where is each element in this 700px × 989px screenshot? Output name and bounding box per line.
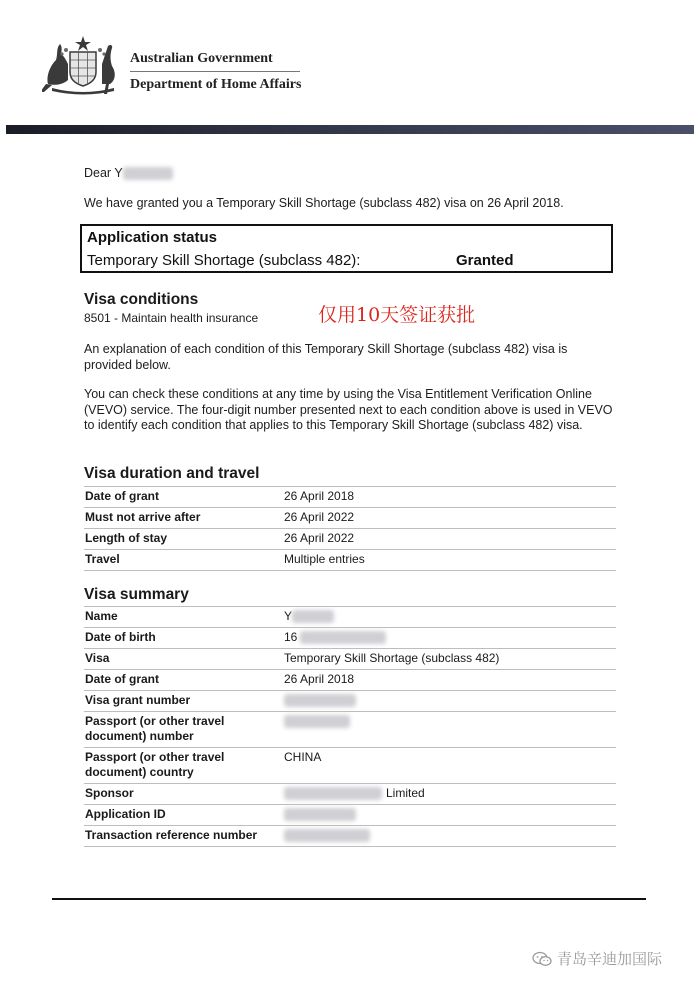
row-value <box>283 826 616 847</box>
row-value <box>283 712 616 748</box>
row-value: CHINA <box>283 748 616 784</box>
application-status-value: Granted <box>456 252 514 269</box>
table-row <box>84 607 616 628</box>
table-row <box>84 529 616 550</box>
coat-of-arms-logo <box>42 34 124 96</box>
visa-condition-item: 8501 - Maintain health insurance <box>84 311 259 325</box>
visa-duration-table <box>84 486 616 571</box>
table-row <box>84 691 616 712</box>
wechat-icon <box>532 951 552 967</box>
row-value <box>283 607 616 628</box>
grant-sentence: We have granted you a Temporary Skill Shortage (subclass 482) visa on 26 April 2018. <box>84 196 564 210</box>
visa-duration-title: Visa duration and travel <box>84 465 260 482</box>
redacted-value <box>284 808 356 821</box>
conditions-explanation: An explanation of each condition of this Temporary Skill Shortage (subclass 482) visa is provided below. <box>84 342 568 372</box>
header-bar <box>6 125 694 134</box>
redacted-value <box>284 787 382 800</box>
row-label: Transaction reference number <box>84 826 283 847</box>
row-label: Sponsor <box>84 784 283 805</box>
table-row <box>84 508 616 529</box>
redacted-value <box>284 715 350 728</box>
row-value: Multiple entries <box>283 550 616 571</box>
row-label: Date of grant <box>84 487 283 508</box>
row-value: 26 April 2022 <box>283 529 616 550</box>
table-row <box>84 805 616 826</box>
table-row <box>84 487 616 508</box>
row-label: Name <box>84 607 283 628</box>
table-row <box>84 670 616 691</box>
department-name: Department of Home Affairs <box>130 77 302 92</box>
table-row <box>84 550 616 571</box>
dob-value: 16 <box>284 630 298 644</box>
row-label: Length of stay <box>84 529 283 550</box>
row-label: Must not arrive after <box>84 508 283 529</box>
salutation <box>84 166 173 182</box>
row-label: Date of birth <box>84 628 283 649</box>
redacted-value <box>284 829 370 842</box>
footer-divider <box>52 898 646 900</box>
application-status-title: Application status <box>87 229 218 246</box>
watermark <box>532 948 662 969</box>
watermark-text: 青岛辛迪加国际 <box>557 951 663 968</box>
table-row <box>84 712 616 748</box>
row-value: Temporary Skill Shortage (subclass 482) <box>283 649 616 670</box>
redacted-name <box>123 167 173 180</box>
approval-annotation: 仅用10天签证获批 <box>318 304 476 326</box>
row-value: 26 April 2022 <box>283 508 616 529</box>
visa-conditions-title: Visa conditions <box>84 291 199 308</box>
application-status-visa: Temporary Skill Shortage (subclass 482): <box>87 252 361 269</box>
row-label: Date of grant <box>84 670 283 691</box>
table-row <box>84 784 616 805</box>
table-row <box>84 748 616 784</box>
name-value: Y <box>284 609 293 623</box>
row-label: Passport (or other travel document) number <box>84 712 283 748</box>
redacted-value <box>300 631 386 644</box>
row-label: Travel <box>84 550 283 571</box>
table-row <box>84 826 616 847</box>
row-value <box>283 628 616 649</box>
row-value: 26 April 2018 <box>283 487 616 508</box>
government-name: Australian Government <box>130 51 273 66</box>
row-value <box>283 805 616 826</box>
table-row <box>84 649 616 670</box>
header-divider <box>130 71 300 72</box>
row-value: 26 April 2018 <box>283 670 616 691</box>
row-value <box>283 691 616 712</box>
table-row <box>84 628 616 649</box>
redacted-value <box>284 694 356 707</box>
sponsor-value: Limited <box>386 786 425 800</box>
redacted-value <box>292 610 334 623</box>
vevo-paragraph: You can check these conditions at any time by using the Visa Entitlement Verification Online (VEVO) service. The four-digit number presented next to each condition above is used in VEVO to identify each condition that applies to this Temporary Skill Shortage (subclass 482) visa. <box>84 387 613 432</box>
visa-summary-table <box>84 606 616 847</box>
row-label: Visa grant number <box>84 691 283 712</box>
row-label: Visa <box>84 649 283 670</box>
row-label: Passport (or other travel document) country <box>84 748 283 784</box>
visa-summary-title: Visa summary <box>84 586 189 603</box>
row-label: Application ID <box>84 805 283 826</box>
row-value <box>283 784 616 805</box>
salutation-text: Dear Y <box>84 166 123 180</box>
